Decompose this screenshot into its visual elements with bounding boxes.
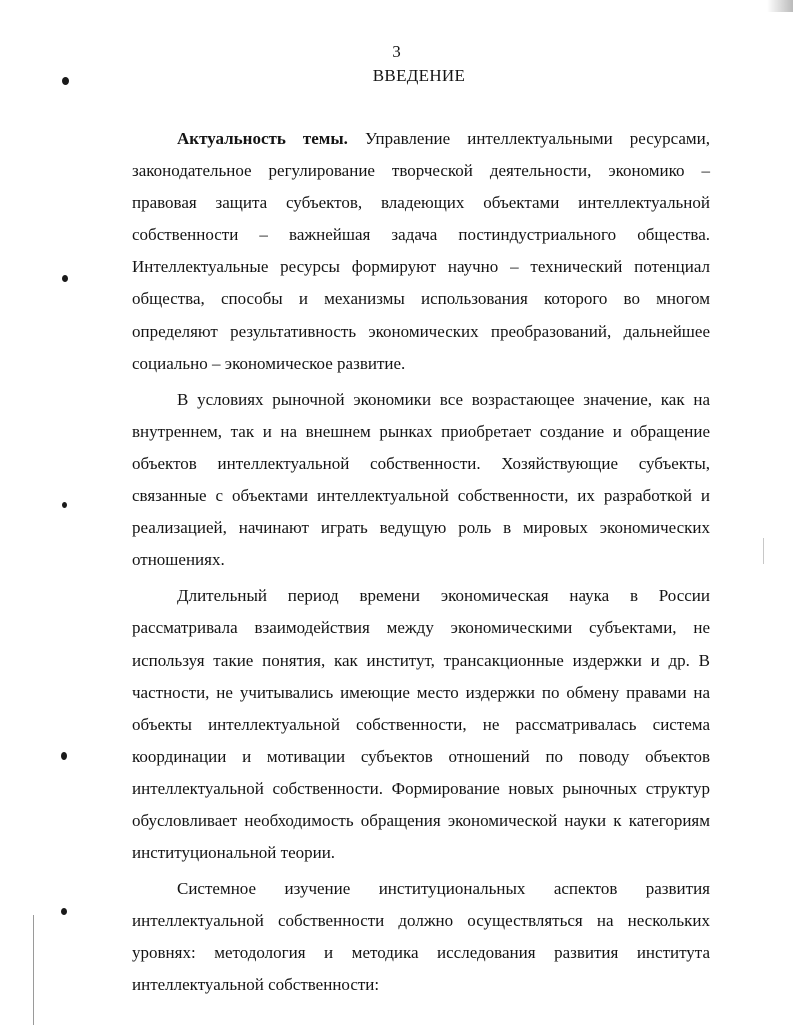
- paragraph-relevance: [132, 123, 710, 380]
- paragraph: [132, 580, 710, 869]
- binding-hole-mark: [62, 275, 68, 282]
- paragraph-text: В условиях рыночной экономики все возрастающее значение, как на внутреннем, так и на внешнем рынках приобретает создание и обращение объектов интеллектуальной собственности. Хозяйствующие субъекты, связанные с объектами интеллектуальной собственности, их разработкой и реализацией, начинают играть ведущую роль в мировых экономических отношениях.: [132, 389, 710, 570]
- paragraph: [132, 384, 710, 577]
- section-heading: ВВЕДЕНИЕ: [372, 66, 466, 85]
- paragraph-text: Системное изучение институциональных аспектов развития интеллектуальной собственности должно осуществляться на нескольких уровнях: методология и методика исследования развития института интеллектуальной собственности:: [132, 879, 710, 995]
- scan-artifact-line: [763, 538, 764, 564]
- paragraph: [132, 873, 710, 1001]
- paragraph-text: Длительный период времени экономическая наука в России рассматривала взаимодействия между экономическими субъектами, не используя такие понятия, как институт, трансакционные издержки и др. В частности, не учитывались имеющие место издержки по обмену правами на объекты интеллектуальной собственности, не рассматривалась система координации и мотивации субъектов отношений по поводу объектов интеллектуальной собственности. Формирование новых рыночных структур обусловливает необходимость обращения экономической науки к категориям институциональной теории.: [132, 586, 710, 863]
- page-number: 3: [392, 42, 401, 61]
- body-text: [132, 123, 710, 1006]
- paragraph-lead: Актуальность темы.: [177, 129, 348, 148]
- paragraph-text: Управление интеллектуальными ресурсами, законодательное регулирование творческой деятельности, экономико – правовая защита субъектов, владеющих объектами интеллектуальной собственности – важнейшая задача постиндустриального общества. Интеллектуальные ресурсы формируют научно – технический потенциал общества, способы и механизмы использования которого во многом определяют результативность экономических преобразований, дальнейшее социально – экономическое развитие.: [132, 129, 710, 373]
- scan-edge-line: [33, 915, 34, 1025]
- binding-hole-mark: [61, 752, 67, 760]
- scan-corner-shadow: [767, 0, 793, 12]
- binding-hole-mark: [62, 502, 67, 508]
- binding-hole-mark: [61, 908, 67, 915]
